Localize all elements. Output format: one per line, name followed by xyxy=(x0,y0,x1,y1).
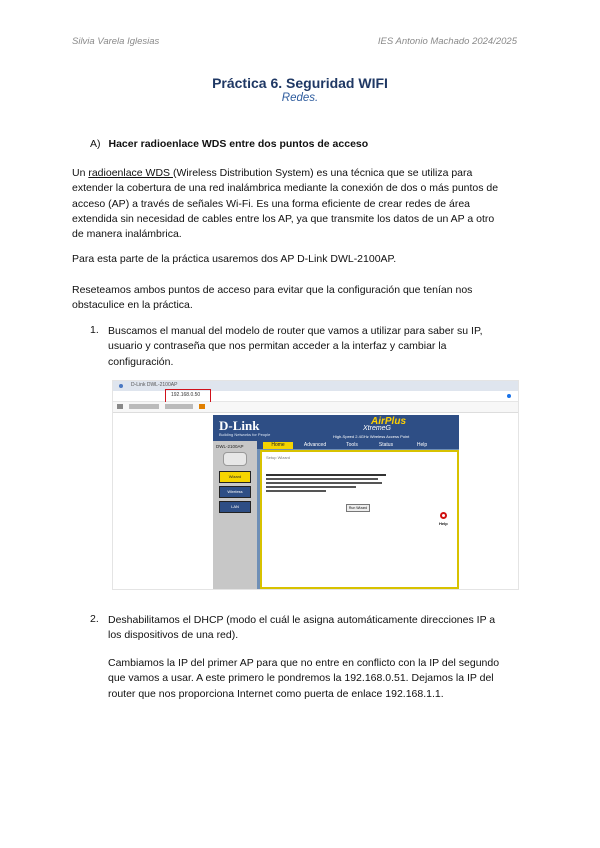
intro-line: extender la cobertura de una red inalámbrica mediante la conexión de dos o más puntos de xyxy=(72,182,499,195)
run-wizard-button[interactable]: Run Wizard xyxy=(346,504,370,512)
content-text-line xyxy=(266,474,386,476)
section-heading xyxy=(90,138,368,150)
step1-line: Buscamos el manual del modelo de router que vamos a utilizar para saber su IP, xyxy=(108,325,483,337)
content-text-line xyxy=(266,490,326,492)
tab-favicon-icon xyxy=(119,384,123,388)
step2-text xyxy=(108,613,528,644)
dlink-tagline: Building Networks for People xyxy=(219,432,271,437)
intro-line: de manera inalámbrica. xyxy=(72,228,182,241)
help-label[interactable]: Help xyxy=(439,521,448,526)
tab-tools[interactable]: Tools xyxy=(346,442,358,448)
step2-line: los dispositivos de una red). xyxy=(108,629,239,642)
step2-line: Deshabilitamos el DHCP (modo el cuál le asigna automáticamente direcciones IP a xyxy=(108,614,496,626)
dlink-logo: D-Link xyxy=(219,418,260,433)
step2-para-line: Cambiamos la IP del primer AP para que no entre en conflicto con la IP del segundo xyxy=(108,657,500,669)
section-title: Hacer radioenlace WDS entre dos puntos de acceso xyxy=(108,138,369,150)
dlink-page xyxy=(213,415,459,589)
bookmark-item xyxy=(129,404,159,409)
help-lifesaver-icon xyxy=(440,512,447,519)
dlink-content xyxy=(260,450,459,589)
banner-subtitle: High-Speed 2.4GHz Wireless Access Point xyxy=(333,434,410,439)
step1-line: usuario y contraseña que nos permitan acceder a la interfaz y cambiar la xyxy=(108,340,447,353)
step2-paragraph xyxy=(108,656,528,702)
bookmark-icon xyxy=(199,404,205,409)
lan-button[interactable]: LAN xyxy=(219,501,251,513)
model-label: DWL-2100AP xyxy=(216,444,244,449)
dlink-tabs xyxy=(257,441,459,449)
step2-para-line: router que nos proporciona Internet como puerta de enlace 192.168.1.1. xyxy=(108,687,444,700)
reset-line: obstaculice en la práctica. xyxy=(72,299,193,312)
step2-number: 2. xyxy=(90,613,99,625)
step1-line: configuración. xyxy=(108,355,174,368)
profile-icon xyxy=(507,394,511,398)
left-panel xyxy=(213,441,257,589)
tab-status[interactable]: Status xyxy=(378,442,394,448)
xtremeg-logo: XtremeG xyxy=(363,425,392,432)
content-text-line xyxy=(266,486,356,488)
header-author: Silvia Varela Iglesias xyxy=(72,36,160,47)
intro-prefix: Un xyxy=(72,167,89,179)
intro-link[interactable]: radioenlace WDS xyxy=(88,167,173,179)
content-label: Setup Wizard xyxy=(266,455,291,460)
wireless-button[interactable]: Wireless xyxy=(219,486,251,498)
section-letter: A) xyxy=(90,138,101,150)
dlink-banner xyxy=(213,415,459,441)
step1-text xyxy=(108,324,528,370)
page-subtitle: Redes. xyxy=(281,92,319,104)
url-highlight-box xyxy=(165,389,211,403)
reset-line: Reseteamos ambos puntos de acceso para evitar que la configuración que tenían nos xyxy=(72,284,473,296)
bookmark-icon xyxy=(117,404,123,409)
tab-help[interactable]: Help xyxy=(416,442,428,448)
content-text-line xyxy=(266,482,382,484)
header-school: IES Antonio Machado 2024/2025 xyxy=(377,36,517,47)
browser-url: 192.168.0.50 xyxy=(171,392,201,398)
router-screenshot xyxy=(112,380,519,590)
browser-tab-title: D-Link DWL-2100AP xyxy=(131,382,178,388)
paragraph-reset xyxy=(72,283,528,314)
tab-home[interactable]: Home xyxy=(263,442,293,449)
bookmarks-bar xyxy=(113,402,518,413)
content-text-line xyxy=(266,478,378,480)
step1-number: 1. xyxy=(90,324,99,336)
page-title: Práctica 6. Seguridad WIFI xyxy=(212,75,388,91)
paragraph-ap: Para esta parte de la práctica usaremos dos AP D-Link DWL-2100AP. xyxy=(72,253,397,265)
intro-line: (Wireless Distribution System) es una técnica que se utiliza para xyxy=(172,167,473,179)
wizard-button[interactable]: Wizard xyxy=(219,471,251,483)
bookmark-item xyxy=(165,404,193,409)
tab-advanced[interactable]: Advanced xyxy=(303,442,327,448)
airplus-logo: AirPlus xyxy=(371,416,407,427)
access-point-image xyxy=(223,452,247,466)
intro-line: extendida sin necesidad de cables entre los AP, ya que transmite los datos de un AP a otro xyxy=(72,212,495,225)
intro-paragraph xyxy=(72,166,528,242)
step2-para-line: que vamos a usar. A este primero le pondremos la 192.168.0.51. Dejamos la IP del xyxy=(108,672,494,685)
intro-line: acceso (AP) a través de señales Wi-Fi. Es una forma eficiente de crear redes de área xyxy=(72,197,471,210)
